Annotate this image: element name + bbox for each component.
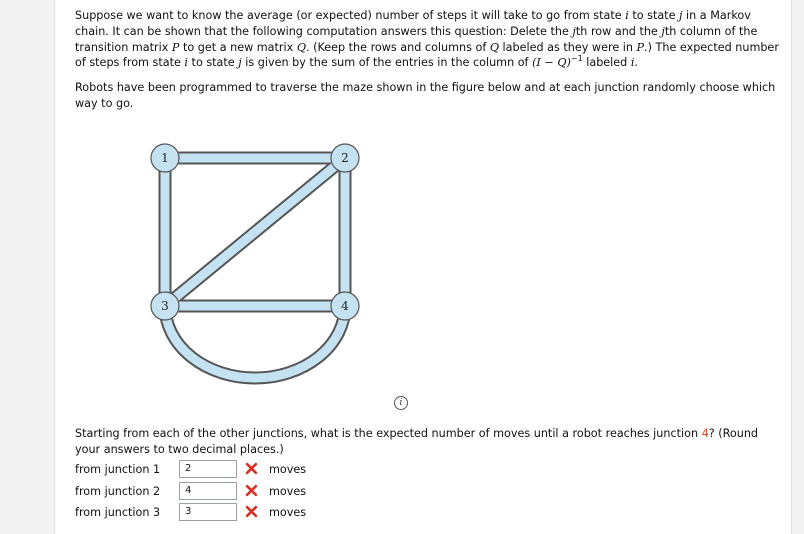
math-var: i xyxy=(625,9,629,22)
intro-text: th column of the transition matrix xyxy=(75,24,758,54)
intro-text: th row and the xyxy=(575,24,662,38)
incorrect-x-icon xyxy=(245,462,258,475)
math-var: P xyxy=(171,40,180,54)
intro-text: to get a new matrix xyxy=(179,40,297,54)
pipe-2-3 xyxy=(165,158,345,306)
intro-paragraph xyxy=(75,8,781,71)
math-var: Q xyxy=(296,40,306,54)
intro-text: .) The expected number of steps from state xyxy=(75,40,779,70)
intro-text: Suppose we want to know the average (or expected) number of steps it will take to go from state xyxy=(75,9,626,22)
intro-text: to state xyxy=(628,9,680,22)
pipe-3-4-curve xyxy=(165,306,345,378)
incorrect-x-icon xyxy=(245,505,258,518)
intro-text: labeled as they were in xyxy=(499,40,637,54)
info-icon[interactable]: i xyxy=(394,396,408,410)
question-text: Starting from each of the other junctions, what is the expected number of moves until a robot reaches junction xyxy=(75,427,702,440)
answer-label: from junction 1 xyxy=(75,463,161,476)
intro-text: . (Keep the rows and columns of xyxy=(305,40,490,54)
junction-3-label: 3 xyxy=(161,299,169,313)
question-paragraph xyxy=(75,426,781,458)
junction-1-label: 1 xyxy=(161,151,169,165)
intro-text: . xyxy=(634,56,638,70)
math-var: j xyxy=(238,56,242,70)
junction-2-label: 2 xyxy=(341,151,349,165)
math-exponent: −1 xyxy=(570,54,583,64)
math-var: P xyxy=(636,40,645,54)
junction-4-label: 4 xyxy=(341,299,349,313)
intro-text: in a Markov chain. It can be shown that the following computation answers this question: Delete the xyxy=(75,9,751,38)
maze-figure xyxy=(145,140,365,400)
question-card xyxy=(54,0,792,534)
incorrect-x-icon xyxy=(245,484,258,497)
answer-input-junction-2[interactable]: 4 xyxy=(179,482,237,500)
answer-unit: moves xyxy=(269,506,307,519)
answer-label: from junction 3 xyxy=(75,506,161,519)
answer-unit: moves xyxy=(269,485,307,498)
math-var: i xyxy=(630,56,635,70)
question-text: ? (Round your answers to two decimal places.) xyxy=(75,427,759,456)
intro-text: to state xyxy=(188,56,239,70)
math-var: Q xyxy=(489,40,499,54)
math-var: i xyxy=(184,56,188,70)
math-var: j xyxy=(572,24,576,38)
robots-paragraph: Robots have been programmed to traverse the maze shown in the figure below and at each junction randomly choose which way to go. xyxy=(75,81,776,110)
math-var: j xyxy=(661,24,665,38)
answer-input-junction-3[interactable]: 3 xyxy=(179,503,237,521)
math-formula: (I − Q) xyxy=(532,56,571,70)
intro-text: labeled xyxy=(582,56,631,70)
intro-text: is given by the sum of the entries in the column of xyxy=(241,56,533,70)
answer-input-junction-1[interactable]: 2 xyxy=(179,460,237,478)
pipe-3-4-curve-outline xyxy=(165,306,345,378)
math-var: j xyxy=(679,9,683,22)
target-junction: 4 xyxy=(701,427,709,440)
answer-label: from junction 2 xyxy=(75,485,161,498)
answer-unit: moves xyxy=(269,463,307,476)
